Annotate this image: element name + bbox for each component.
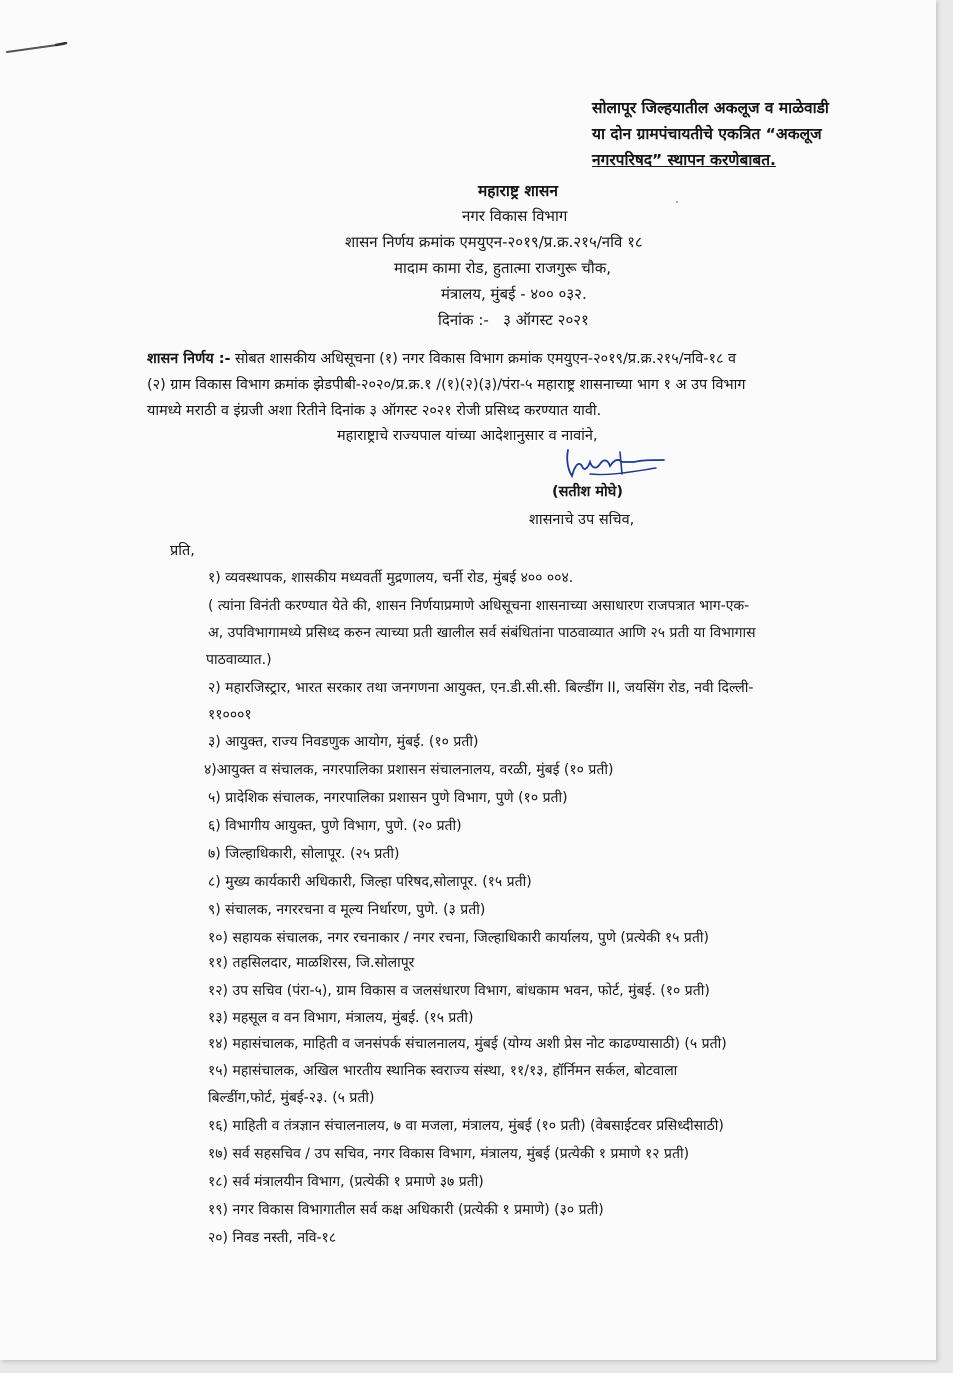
department-name: नगर विकास विभाग (462, 207, 568, 225)
list-item: ९) संचालक, नगररचना व मूल्य निर्धारण, पुणे. (३ प्रती) (208, 902, 486, 918)
list-item: अ, उपविभागामध्ये प्रसिध्द करुन त्याच्या प्रती खालील सर्व संबंधितांना पाठवाव्यात आणि २५ प्रती या विभागास (208, 625, 756, 641)
list-item: ११०००१ (208, 707, 252, 723)
decision-lead: शासन निर्णय :- (147, 351, 231, 367)
list-item: १९) नगर विकास विभागातील सर्व कक्ष अधिकारी (प्रत्येकी १ प्रमाणे) (३० प्रती) (208, 1202, 604, 1218)
list-item: ६) विभागीय आयुक्त, पुणे विभाग, पुणे. (२० प्रती) (208, 818, 462, 834)
list-item: १८) सर्व मंत्रालयीन विभाग, (प्रत्येकी १ प्रमाणे ३७ प्रती) (208, 1174, 484, 1190)
list-item: ३) आयुक्त, राज्य निवडणुक आयोग, मुंबई. (१० प्रती) (208, 734, 479, 750)
list-item: १५) महासंचालक, अखिल भारतीय स्थानिक स्वराज्य संस्था, ११/१३, हॉर्निमन सर्कल, बोटवाला (208, 1063, 678, 1079)
list-item: पाठवाव्यात.) (206, 652, 272, 668)
subject-line-2: या दोन ग्रामपंचायतीचे एकत्रित “अकलूज (592, 125, 822, 143)
list-item: १०) सहायक संचालक, नगर रचनाकार / नगर रचना, जिल्हाधिकारी कार्यालय, पुणे (प्रत्येकी १५ प्रती) (208, 930, 709, 946)
decision-paragraph (147, 346, 887, 424)
government-name: महाराष्ट्र शासन (478, 182, 558, 200)
subject-block (592, 95, 892, 173)
governor-order-line: महाराष्ट्राचे राज्यपाल यांच्या आदेशानुसार व नावांने, (337, 428, 598, 444)
decision-line-3: यामध्ये मराठी व इंग्रजी अशा रितीने दिनांक ३ ऑगस्ट २०२१ रोजी प्रसिध्द करण्यात यावी. (147, 403, 602, 419)
list-item: २०) निवड नस्ती, नवि-१८ (208, 1230, 337, 1246)
list-item: ११) तहसिलदार, माळशिरस, जि.सोलापूर (208, 955, 415, 971)
gr-number: शासन निर्णय क्रमांक एमयुएन-२०१९/प्र.क्र.२१५/नवि १८ (345, 233, 643, 251)
decision-line-2: (२) ग्राम विकास विभाग क्रमांक झेडपीबी-२०२०/प्र.क्र.१ /(१)(२)(३)/पंरा-५ महाराष्ट्र शासनाच्या भाग १ अ उप विभाग (147, 377, 746, 393)
list-item: १) व्यवस्थापक, शासकीय मध्यवर्ती मुद्रणालय, चर्नी रोड, मुंबई ४०० ००४. (208, 570, 574, 586)
list-item: १३) महसूल व वन विभाग, मंत्रालय, मुंबई. (१५ प्रती) (208, 1010, 474, 1026)
address-line-1: मादाम कामा रोड, हुतात्मा राजगुरू चौक, (394, 259, 612, 277)
recipients-label: प्रति, (170, 543, 195, 559)
list-item: बिल्डींग,फोर्ट, मुंबई-२३. (५ प्रती) (208, 1090, 375, 1106)
list-item: ८) मुख्य कार्यकारी अधिकारी, जिल्हा परिषद,सोलापूर. (१५ प्रती) (208, 874, 532, 890)
list-item: १६) माहिती व तंत्रज्ञान संचालनालय, ७ वा मजला, मंत्रालय, मुंबई (१० प्रती) (वेबसाईटवर प्रसिध्दीसाठी) (208, 1118, 724, 1134)
handwritten-signature (560, 446, 670, 482)
list-item: १४) महासंचालक, माहिती व जनसंपर्क संचालनालय, मुंबई (योग्य अशी प्रेस नोट काढण्यासाठी) (५ प्रती) (208, 1036, 727, 1052)
document-date: दिनांक :- ३ ऑगस्ट २०२१ (438, 311, 589, 329)
list-item: ५) प्रादेशिक संचालक, नगरपालिका प्रशासन पुणे विभाग, पुणे (१० प्रती) (208, 790, 568, 806)
list-item: १२) उप सचिव (पंरा-५), ग्राम विकास व जलसंधारण विभाग, बांधकाम भवन, फोर्ट, मुंबई. (१० प्रती) (208, 983, 710, 999)
list-item: ७) जिल्हाधिकारी, सोलापूर. (२५ प्रती) (208, 846, 400, 862)
subject-line-3: नगरपरिषद” स्थापन करणेबाबत. (592, 151, 776, 169)
paper-speck (676, 201, 678, 203)
list-item: १७) सर्व सहसचिव / उप सचिव, नगर विकास विभाग, मंत्रालय, मुंबई (प्रत्येकी १ प्रमाणे १२ प्रती) (208, 1146, 690, 1162)
decision-line-1: सोबत शासकीय अधिसूचना (१) नगर विकास विभाग क्रमांक एमयुएन-२०१९/प्र.क्र.२१५/नवि-१८ व (230, 351, 737, 367)
list-item: ४)आयुक्त व संचालक, नगरपालिका प्रशासन संचालनालय, वरळी, मुंबई (१० प्रती) (204, 762, 614, 778)
pen-stroke-mark (6, 42, 68, 54)
signatory-designation: शासनाचे उप सचिव, (529, 512, 635, 528)
address-line-2: मंत्रालय, मुंबई - ४०० ०३२. (441, 285, 587, 303)
subject-line-1: सोलापूर जिल्हयातील अकलूज व माळेवाडी (592, 99, 829, 117)
signatory-name: (सतीश मोघे) (552, 484, 623, 500)
list-item: ( त्यांना विनंती करण्यात येते की, शासन निर्णयाप्रमाणे अधिसूचना शासनाच्या असाधारण राजपत्रात भाग-एक- (208, 598, 750, 614)
list-item: २) महारजिस्ट्रार, भारत सरकार तथा जनगणना आयुक्त, एन.डी.सी.सी. बिल्डींग II, जयसिंग रोड, नवी दिल्ली- (208, 680, 754, 696)
